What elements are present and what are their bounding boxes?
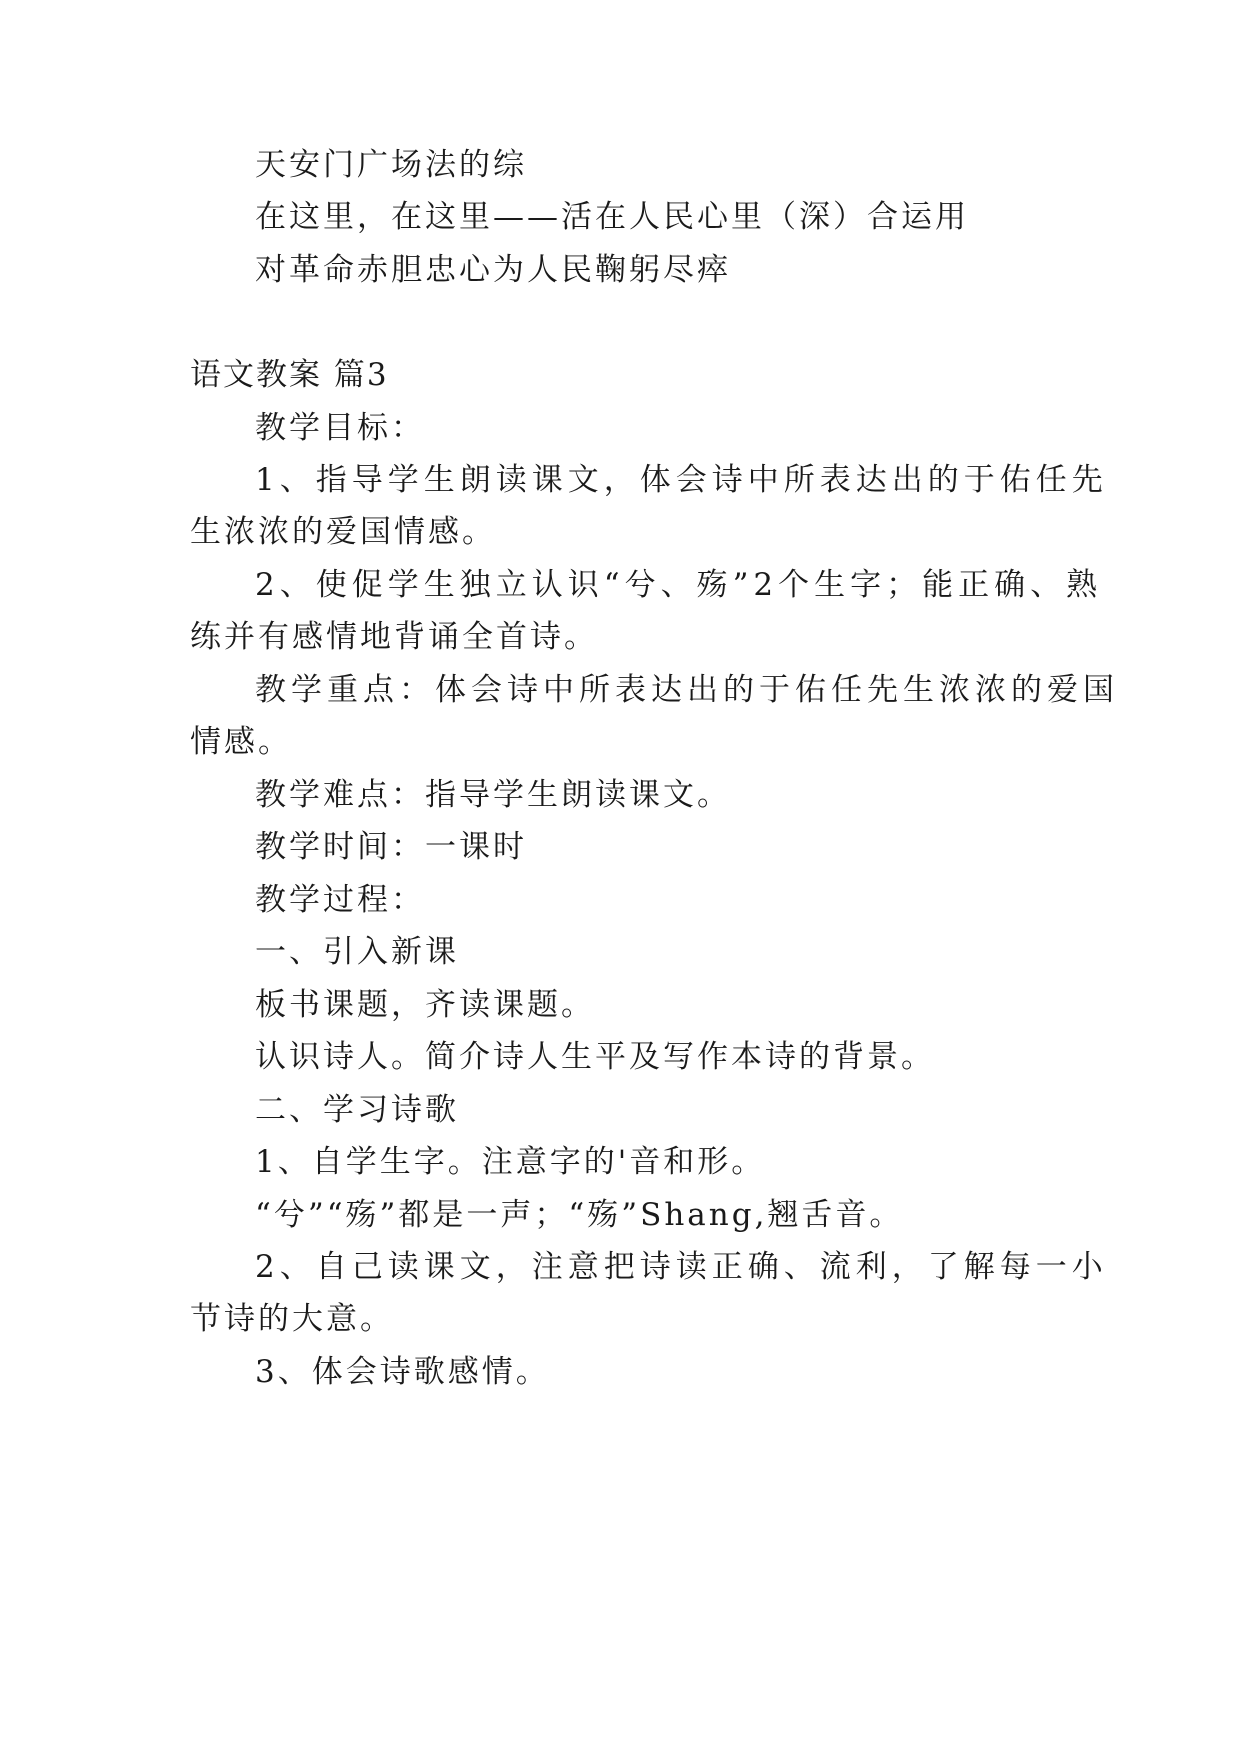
objective-2-line-1: 2、使促学生独立认识“兮、殇”2个生字；能正确、熟 xyxy=(255,567,1103,603)
step-text: 3、体会诗歌感情。 xyxy=(255,1354,550,1390)
step-note: “兮”“殇”都是一声；“殇”Shang,翘舌音。 xyxy=(255,1197,904,1233)
text-line: 在这里，在这里——活在人民心里（深）合运用 xyxy=(255,199,969,235)
objectives-label: 教学目标： xyxy=(255,410,425,446)
step-text-line-2: 节诗的大意。 xyxy=(190,1301,394,1337)
section-title: 语文教案 篇3 xyxy=(190,357,389,393)
objective-2-line-2: 练并有感情地背诵全首诗。 xyxy=(190,619,598,655)
objective-1-line-1: 1、指导学生朗读课文，体会诗中所表达出的于佑任先 xyxy=(255,462,1108,498)
step-text: 1、自学生字。注意字的'音和形。 xyxy=(255,1144,766,1180)
difficulty-line: 教学难点：指导学生朗读课文。 xyxy=(255,777,731,813)
step-heading: 一、引入新课 xyxy=(255,934,459,970)
objective-1-line-2: 生浓浓的爱国情感。 xyxy=(190,514,496,550)
text-line: 对革命赤胆忠心为人民鞠躬尽瘁 xyxy=(255,252,731,288)
time-line: 教学时间：一课时 xyxy=(255,829,527,865)
step-heading: 二、学习诗歌 xyxy=(255,1092,459,1128)
step-text-line-1: 2、自己读课文，注意把诗读正确、流利，了解每一小 xyxy=(255,1249,1108,1285)
key-point-line-1: 教学重点：体会诗中所表达出的于佑任先生浓浓的爱国 xyxy=(255,672,1119,708)
text-line: 天安门广场法的综 xyxy=(255,147,527,183)
step-text: 板书课题，齐读课题。 xyxy=(255,987,595,1023)
process-label: 教学过程： xyxy=(255,882,425,918)
step-text: 认识诗人。简介诗人生平及写作本诗的背景。 xyxy=(255,1039,935,1075)
key-point-line-2: 情感。 xyxy=(190,724,292,760)
